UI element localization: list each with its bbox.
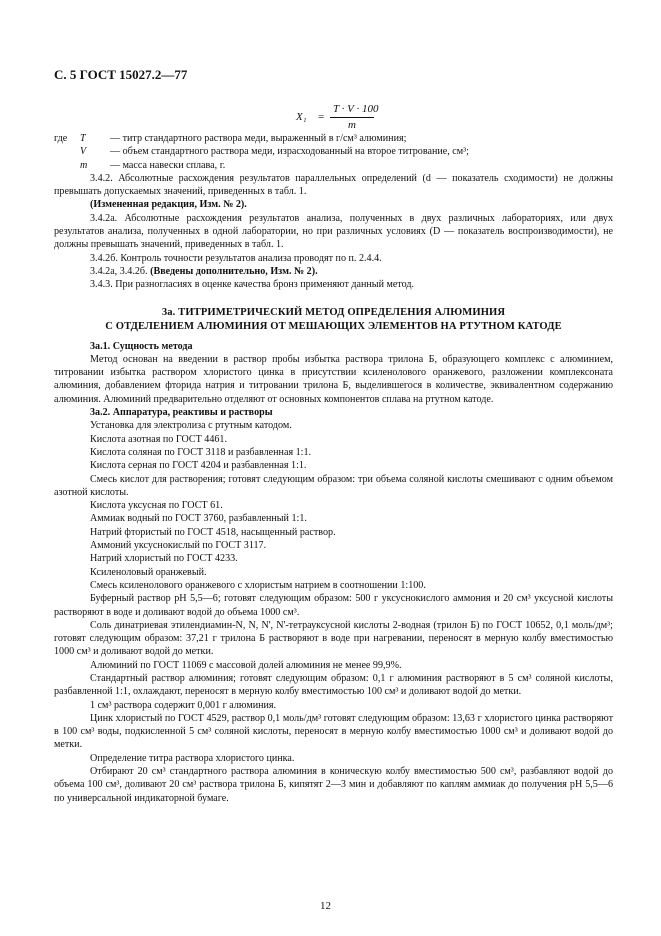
variable-definition xyxy=(54,159,613,172)
paragraph-3-4-2a: 3.4.2а. Абсолютные расхождения результатов анализа, полученных в двух различных лабораториях, или двух результатов анализа, полученных в одной лаборатории, но при различных условиях (D — показатель воспроизводимости), не должны превышать значений, приведенных в табл. 1. xyxy=(54,212,613,251)
list-item: Установка для электролиза с ртутным катодом. xyxy=(90,420,292,432)
list-item: Ксиленоловый оранжевый. xyxy=(90,566,207,578)
variable-definition xyxy=(54,145,613,158)
list-item: Натрий фтористый по ГОСТ 4518, насыщенный раствор. xyxy=(90,526,336,538)
variable-description: — масса навески сплава, г. xyxy=(110,159,226,171)
body-text xyxy=(54,132,613,805)
section-title-line-2: С ОТДЕЛЕНИЕМ АЛЮМИНИЯ ОТ МЕШАЮЩИХ ЭЛЕМЕНТОВ НА РТУТНОМ КАТОДЕ xyxy=(105,320,562,332)
list-item: Кислота соляная по ГОСТ 3118 и разбавленная 1:1. xyxy=(90,446,312,458)
variable-definition xyxy=(54,132,613,145)
formula-numerator: T · V · 100 xyxy=(333,103,379,115)
variable-description: — титр стандартного раствора меди, выраженный в г/см³ алюминия; xyxy=(110,133,407,144)
variable-description: — объем стандартного раствора меди, израсходованный на второе титрование, см³; xyxy=(110,146,469,158)
section-title xyxy=(54,306,613,334)
amendment-added-note: (Введены дополнительно, Изм. № 2). xyxy=(150,265,318,277)
amendment-note: (Измененная редакция, Изм. № 2). xyxy=(90,199,247,211)
amendment-added xyxy=(54,265,613,278)
fraction-bar xyxy=(330,117,374,118)
where-word: где xyxy=(54,133,68,144)
list-item: 1 см³ раствора содержит 0,001 г алюминия. xyxy=(90,699,277,711)
method-essence-text: Метод основан на введении в раствор пробы избытка раствора трилона Б, образующего комплекс с алюминием, титровании избытка раствором хлористого цинка в присутствии ксиленолового оранжевого, разложении комплексоната алюминия, добавлением фторида натрия и титровании трилона Б, выделившегося в количестве, эквивалентном содержанию алюминия. Алюминий предварительно отделяют от основных компонентов сплава на ртутном катоде. xyxy=(54,353,613,405)
paragraph-3-4-3: 3.4.3. При разногласиях в оценке качества бронз применяют данный метод. xyxy=(90,279,415,291)
list-item: Кислота уксусная по ГОСТ 61. xyxy=(90,500,223,512)
page-header: С. 5 ГОСТ 15027.2—77 xyxy=(54,67,188,82)
variable-symbol: V xyxy=(80,146,87,158)
formula xyxy=(296,103,416,133)
variable-symbol: T xyxy=(80,133,86,144)
list-item: Стандартный раствор алюминия; готовят следующим образом: 0,1 г алюминия растворяют в 5 см³ соляной кислоты, разбавленной 1:1, охлаждают, переносят в мерную колбу вместимостью 100 см³ и доливают водой до метки. xyxy=(54,672,613,698)
list-item: Смесь кислот для растворения; готовят следующим образом: три объема соляной кислоты смешивают с одним объемом азотной кислоты. xyxy=(54,473,613,498)
page-number: 12 xyxy=(320,900,331,912)
list-item: Натрий хлористый по ГОСТ 4233. xyxy=(90,553,238,565)
formula-denominator: m xyxy=(348,119,356,131)
subsection-heading-2: 3а.2. Аппаратура, реактивы и растворы xyxy=(90,407,273,419)
list-item: Кислота серная по ГОСТ 4204 и разбавленная 1:1. xyxy=(90,460,307,472)
list-item: Аммиак водный по ГОСТ 3760, разбавленный 1:1. xyxy=(90,513,307,525)
formula-equals: = xyxy=(318,111,325,123)
formula-lhs: X₁ xyxy=(296,111,307,123)
list-item: Буферный раствор pH 5,5—6; готовят следующим образом: 500 г уксуснокислого аммония и 20 см³ уксусной кислоты растворяют в воде и доливают водой до объема 1000 см³. xyxy=(54,593,613,618)
subsection-heading-1: 3а.1. Сущность метода xyxy=(90,340,193,352)
list-item: Определение титра раствора хлористого цинка. xyxy=(90,752,295,764)
variable-symbol: m xyxy=(80,159,88,171)
list-item: Соль динатриевая этилендиамин-N, N, N', N'-тетрауксусной кислоты 2-водная (трилон Б) по ГОСТ 10652, 0,1 моль/дм³; готовят следующим образом: 37,21 г трилона Б растворяют в воде при нагревании, переносят в мерную колбу вместимостью 1000 см³ и доливают водой до метки. xyxy=(54,619,613,658)
list-item: Кислота азотная по ГОСТ 4461. xyxy=(90,433,227,445)
list-item: Отбирают 20 см³ стандартного раствора алюминия в коническую колбу вместимостью 500 см³, разбавляют водой до объема 100 см³, доливают 20 см³ раствора трилона Б, кипятят 2—3 мин и добавляют по каплям аммиак до получения pH 5,5—6 по универсальной индикаторной бумаге. xyxy=(54,766,613,804)
list-item: Аммоний уксуснокислый по ГОСТ 3117. xyxy=(90,540,267,552)
section-title-line-1: 3а. ТИТРИМЕТРИЧЕСКИЙ МЕТОД ОПРЕДЕЛЕНИЯ АЛЮМИНИЯ xyxy=(161,306,506,318)
paragraph-3-4-2b: 3.4.2б. Контроль точности результатов анализа проводят по п. 2.4.4. xyxy=(90,252,382,264)
list-item: Смесь ксиленолового оранжевого с хлористым натрием в соотношении 1:100. xyxy=(90,579,426,591)
list-item: Алюминий по ГОСТ 11069 с массовой долей алюминия не менее 99,9%. xyxy=(90,659,402,671)
list-item: Цинк хлористый по ГОСТ 4529, раствор 0,1 моль/дм³ готовят следующим образом: 13,63 г хлористого цинка растворяют в 100 см³ воды, подкисленной 5 см³ соляной кислоты, переносят в мерную колбу вместимостью 1000 см³ и доливают водой до метки. xyxy=(54,712,613,751)
amendment-added-ref: 3.4.2а, 3.4.2б. xyxy=(90,265,148,277)
paragraph-3-4-2: 3.4.2. Абсолютные расхождения результатов параллельных определений (d — показатель сходимости) не должны превышать допускаемых значений, приведенных в табл. 1. xyxy=(54,172,613,198)
